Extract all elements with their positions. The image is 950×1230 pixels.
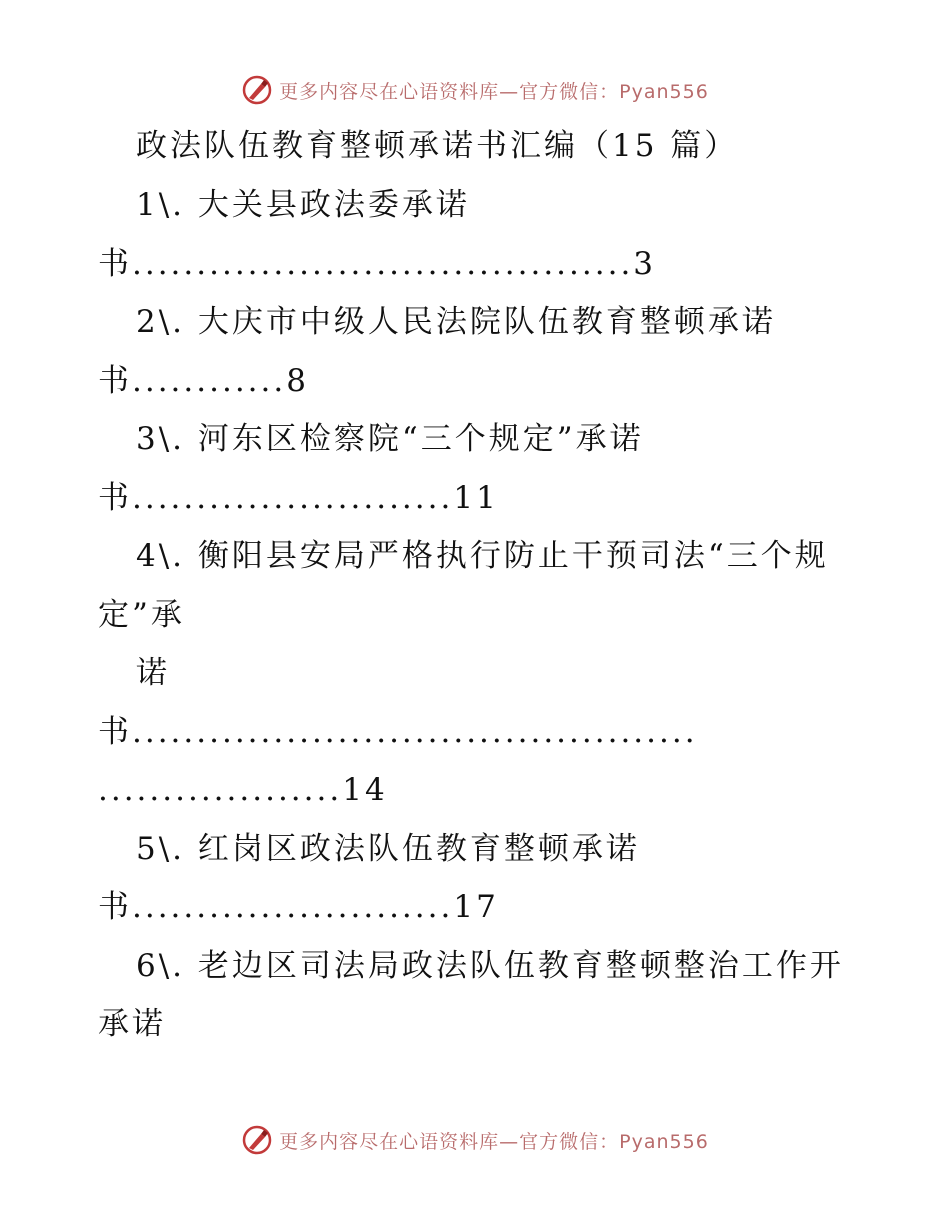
toc-entry-2-page: 书............8 (98, 363, 309, 399)
toc-entry-5-page: 书.........................17 (98, 889, 499, 925)
toc-entry-1-page: 书.......................................3 (98, 246, 657, 282)
toc-entry-6-cont: 承诺 (98, 1006, 166, 1042)
pen-logo-icon (241, 1124, 273, 1156)
footer-watermark (0, 1120, 950, 1160)
toc-entry-4-page: ...................14 (98, 772, 388, 808)
toc-entry-2: 2\. 大庆市中级人民法院队伍教育整顿承诺 (136, 304, 776, 340)
toc-entry-4-cont2: 诺 (136, 655, 170, 691)
watermark-text: 更多内容尽在心语资料库—官方微信：Pyan556 (279, 1130, 709, 1153)
toc-entry-3: 3\. 河东区检察院“三个规定”承诺 (136, 421, 644, 457)
watermark-text: 更多内容尽在心语资料库—官方微信：Pyan556 (279, 80, 709, 103)
toc-entry-4: 4\. 衡阳县安局严格执行防止干预司法“三个规 (136, 538, 829, 574)
toc-entry-5: 5\. 红岗区政法队伍教育整顿承诺 (136, 831, 640, 867)
toc-entry-4-leader: 书............................................ (98, 714, 698, 750)
header-watermark (0, 70, 950, 110)
document-title: 政法队伍教育整顿承诺书汇编（15 篇） (136, 128, 739, 164)
toc-entry-3-page: 书.........................11 (98, 480, 499, 516)
pen-logo-icon (241, 74, 273, 106)
toc-entry-1: 1\. 大关县政法委承诺 (136, 187, 470, 223)
toc-entry-6: 6\. 老边区司法局政法队伍教育整顿整治工作开 (136, 948, 844, 984)
toc-entry-4-cont: 定”承 (98, 597, 185, 633)
